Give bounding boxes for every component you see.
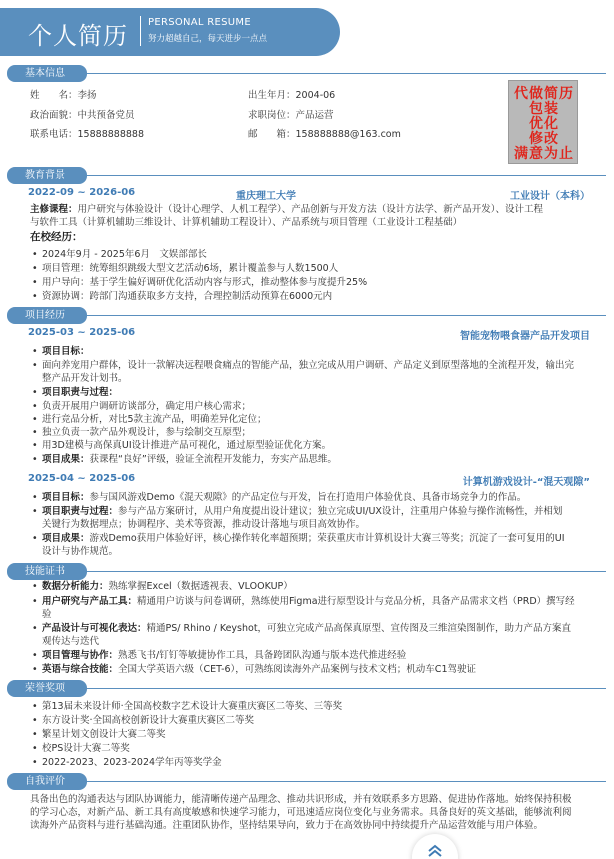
section-divider [80,315,606,316]
list-item-cont: 关键行为数据埋点；协调程序、美术等资源，推动设计落地与项目高效协作。 [42,519,366,530]
list-item: • 项目成果：游戏Demo获用户体验好评，核心操作转化率超预期；荣获重庆市计算机设计大赛三等奖；沉淀了一套可复用的UI [32,532,592,545]
list-item: • 项目管理：统筹组织跳级大型文艺活动6场，累计覆盖参与人数1500人 [32,262,592,275]
list-item: • 数据分析能力：熟练掌握Excel（数据透视表、VLOOKUP） [32,580,592,593]
list-item: • 项目目标：参与国风游戏Demo《混天观隙》的产品定位与开发，旨在打造用户体验优良、具备市场竞争力的作品。 [32,491,592,504]
list-item: • 第13届未来设计师·全国高校数字艺术设计大赛重庆赛区二等奖、三等奖 [32,700,592,713]
list-item: • 用户导向：基于学生偏好调研优化活动内容与形式，推动整体参与度提升25% [32,276,592,289]
list-item: • 2024年9月 - 2025年6月 文娱部部长 [32,248,592,261]
section-divider [80,175,606,176]
section-awards [0,680,614,697]
list-item: • 项目目标： [32,345,592,358]
list-item: • 项目职责与过程：参与产品方案研讨，从用户角度提出设计建议；独立完成UI/UX设计，注重用户体验与操作流畅性，并相划 [32,505,592,518]
list-item: • 独立负责一款产品外观设计，参与绘制交互原型； [32,426,592,439]
education-courses: 主修课程：用户研究与体验设计（设计心理学、人机工程学）、产品创新与开发方法（设计方法学、新产品开发）、设计工程 [30,204,544,215]
self-evaluation-line: 具备出色的沟通表达与团队协调能力，能清晰传递产品理念、推动共识形成，并有效联系多方思路、促进协作落地。始终保持积极 [30,794,572,805]
list-item-cont: 验 [42,609,52,620]
list-item: • 负责开展用户调研访谈部分，确定用户核心需求； [32,400,592,413]
list-item: • 项目成果：获课程“良好”评级，验证全流程开发能力，夯实产品思维。 [32,453,592,466]
section-skills [0,563,614,580]
list-item: • 繁星计划文创设计大赛二等奖 [32,728,592,741]
list-item: • 东方设计奖·全国高校创新设计大赛重庆赛区二等奖 [32,714,592,727]
section-title: 荣誉奖项 [7,680,87,697]
self-evaluation-line: 读海外产品资料与进行基础沟通。注重团队协作，坚持结果导向，致力于在高效协同中持续提升产品运营效能与用户体验。 [30,820,544,831]
list-item: • 项目职责与过程： [32,386,592,399]
birth-field: 出生年月：2004-06 [248,90,336,101]
project2-header [28,473,590,486]
project2-date: 2025-04 ~ 2025-06 [28,473,136,484]
name-field: 姓 名：李扬 [30,90,97,101]
resume-title: 个人简历 [28,22,128,50]
scroll-to-top-button[interactable] [412,834,458,859]
project1-name: 智能宠物喂食器产品开发项目 [460,331,590,342]
photo-overlay-text: 优化 [529,116,559,132]
section-divider [80,688,606,689]
section-divider [80,571,606,572]
section-projects [0,307,614,324]
campus-label: 在校经历： [30,231,83,243]
section-self-evaluation [0,773,614,790]
list-item: • 面向养宠用户群体，设计一款解决远程喂食痛点的智能产品，独立完成从用户调研、产品定义到原型落地的全流程开发，输出完 [32,359,592,372]
project1-date: 2025-03 ~ 2025-06 [28,327,136,338]
section-title: 基本信息 [7,65,87,82]
list-item-cont: 设计与协作规范。 [42,546,119,557]
party-field: 政治面貌：中共预备党员 [30,110,135,121]
self-evaluation-line: 的学习心态，对新产品、新工具有高度敏感和快速学习能力，可迅速适应岗位变化与业务需求。具备良好的英文基础，能够流利阅 [30,807,572,818]
job-field: 求职岗位：产品运营 [248,110,334,121]
resume-motto: 努力超越自己，每天进步一点点 [148,34,268,44]
list-item-cont: 整产品开发计划书。 [42,373,128,384]
photo-overlay-text: 包装 [529,101,559,117]
list-item-cont: 观传达与迭代 [42,636,100,647]
photo-overlay-text: 满意为止 [514,146,574,162]
list-item: • 用3D建模与高保真UI设计推进产品可视化，通过原型验证优化方案。 [32,439,592,452]
resume-subtitle-en: PERSONAL RESUME [148,17,251,28]
project2-name: 计算机游戏设计-“混天观隙” [462,477,590,488]
section-divider [80,73,606,74]
list-item: • 用户研究与产品工具：精通用户访谈与问卷调研，熟练使用Figma进行原型设计与竞品分析，具备产品需求文档（PRD）撰写经 [32,595,592,608]
section-divider [80,781,606,782]
email-field: 邮 箱：158888888@163.com [248,129,401,140]
education-school: 重庆理工大学 [236,191,296,202]
education-major: 工业设计（本科） [510,191,590,202]
list-item: • 进行竞品分析，对比5款主流产品，明确差异化定位； [32,413,592,426]
photo-overlay-text: 修改 [529,131,559,147]
education-courses-cont: 与软件工具（计算机辅助三维设计、计算机辅助工程设计）、产品系统与项目管理（工业设计工程基础） [30,217,463,228]
list-item: • 项目管理与协作：熟悉飞书/钉钉等敏捷协作工具，具备跨团队沟通与版本迭代推进经验 [32,649,592,662]
phone-field: 联系电话：15888888888 [30,129,145,140]
section-title: 自我评价 [7,773,87,790]
photo-overlay-text: 代做简历 [514,86,574,102]
section-education [0,167,614,184]
list-item: • 英语与综合技能：全国大学英语六级（CET-6），可熟练阅读海外产品案例与技术文档；机动车C1驾驶证 [32,663,592,676]
list-item: • 2022-2023、2023-2024学年丙等奖学金 [32,756,592,769]
education-header [28,187,590,200]
header-divider [140,16,141,46]
double-chevron-up-icon [427,844,443,858]
list-item: • 资源协调：跨部门沟通获取多方支持，合理控制活动预算在6000元内 [32,290,592,303]
list-item: • 产品设计与可视化表达：精通PS/ Rhino / Keyshot，可独立完成产品高保真原型、宣传图及三维渲染图制作，助力产品方案直 [32,622,592,635]
section-title: 项目经历 [7,307,87,324]
list-item: • 校PS设计大赛二等奖 [32,742,592,755]
section-title: 技能证书 [7,563,87,580]
project1-header [28,327,590,340]
profile-photo [508,80,578,164]
section-title: 教育背景 [7,167,87,184]
education-date: 2022-09 ~ 2026-06 [28,187,136,198]
